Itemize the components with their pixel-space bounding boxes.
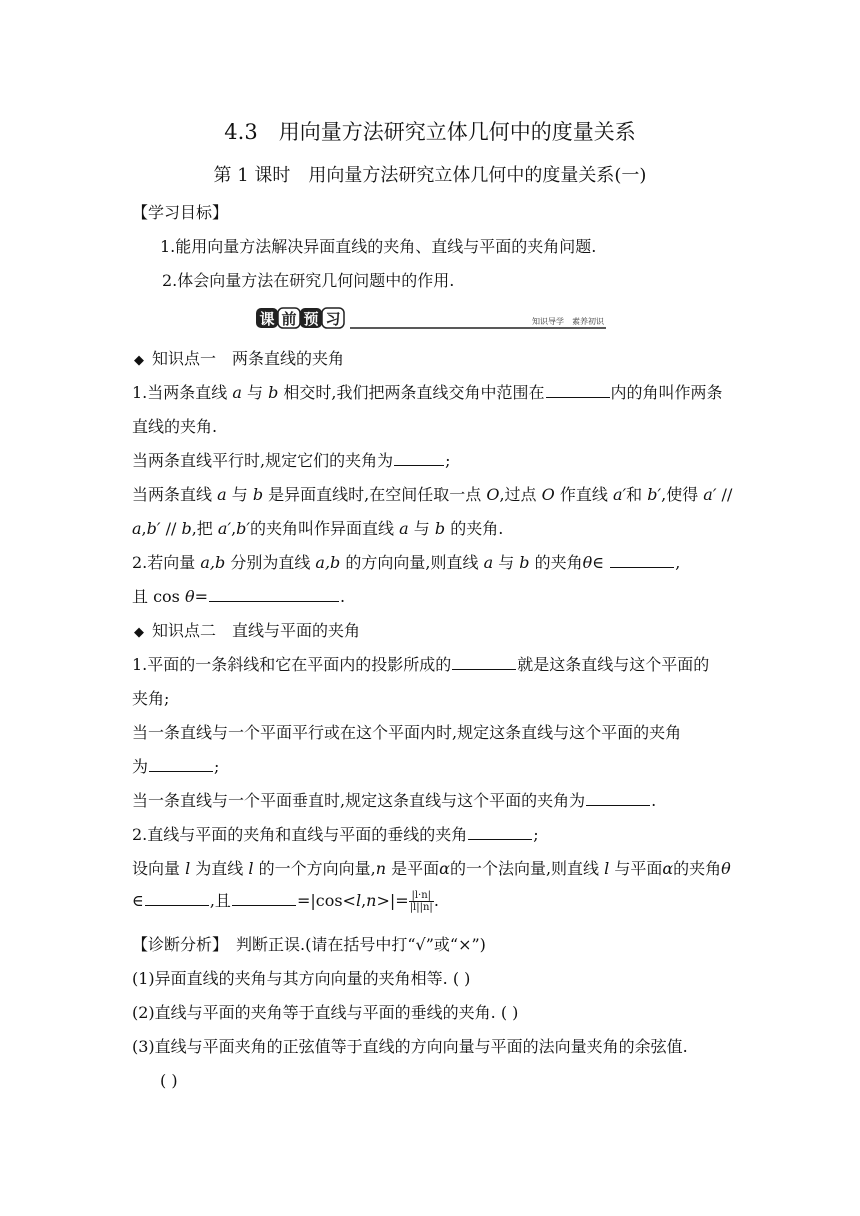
formula-fraction: $\frac{|l\cdot n|}{|l||n|}$ [409, 890, 433, 913]
answer-blank[interactable] [149, 756, 213, 772]
diagnosis-heading: 【诊断分析】 [132, 935, 221, 954]
page-title: 4.3 用向量方法研究立体几何中的度量关系 [224, 120, 636, 144]
answer-blank[interactable] [209, 586, 339, 602]
diagnosis-question-3-answer[interactable]: ( ) [160, 1071, 178, 1090]
knowledge-point-2-heading: ◆ 知识点二 直线与平面的夹角 [134, 621, 361, 640]
k1-line-4: 当两条直线 a 与 b 是异面直线时,在空间任取一点 O,过点 O 作直线 a′和 b′,使得 a′ // [132, 485, 733, 504]
objective-item: 2.体会向量方法在研究几何问题中的作用. [162, 271, 455, 290]
banner-char: 预 [303, 310, 319, 328]
k1-line-3: 当两条直线平行时,规定它们的夹角为 ; [132, 451, 451, 470]
banner-char: 课 [259, 310, 275, 328]
k2-line-6: 2.直线与平面的夹角和直线与平面的垂线的夹角 ; [132, 825, 539, 844]
objectives-heading: 【学习目标】 [132, 203, 229, 222]
k1-line-2: 直线的夹角. [132, 417, 218, 436]
k2-line-2: 夹角; [132, 689, 170, 708]
k2-line-5: 当一条直线与一个平面垂直时,规定这条直线与这个平面的夹角为 . [132, 791, 657, 810]
k2-line-3: 当一条直线与一个平面平行或在这个平面内时,规定这条直线与这个平面的夹角 [132, 723, 682, 742]
k1-line-7: 且 cos θ= . [132, 587, 346, 606]
banner-caption: 知识导学 素养初识 [532, 317, 604, 326]
k2-line-8: ∈ ,且 =|cos<l,n>|= $\frac{|l\cdot n|}{|l||n|}$ . [132, 890, 439, 913]
diamond-icon: ◆ [134, 625, 144, 640]
answer-blank[interactable] [468, 824, 532, 840]
objective-item: 1.能用向量方法解决异面直线的夹角、直线与平面的夹角问题. [160, 237, 597, 256]
diagnosis-question-3: (3)直线与平面夹角的正弦值等于直线的方向向量与平面的法向量夹角的余弦值. [132, 1037, 688, 1056]
k1-line-1: 1.当两条直线 a 与 b 相交时,我们把两条直线交角中范围在 内的角叫作两条 [132, 383, 723, 402]
diagnosis-question-1[interactable]: (1)异面直线的夹角与其方向向量的夹角相等. ( ) [132, 969, 471, 988]
answer-blank[interactable] [394, 450, 444, 466]
section-banner [254, 304, 606, 334]
diagnosis-intro: 【诊断分析】 判断正误.(请在括号中打“√”或“×”) [132, 935, 486, 954]
k2-line-7: 设向量 l 为直线 l 的一个方向向量,n 是平面α的一个法向量,则直线 l 与平面α的夹角θ [132, 859, 731, 878]
k2-line-4: 为 ; [132, 757, 220, 776]
answer-blank[interactable] [546, 382, 610, 398]
knowledge-point-1-heading: ◆ 知识点一 两条直线的夹角 [134, 349, 345, 368]
k1-line-5: a,b′ // b,把 a′,b′的夹角叫作异面直线 a 与 b 的夹角. [132, 519, 504, 538]
answer-blank[interactable] [145, 890, 209, 906]
banner-char: 习 [325, 310, 341, 328]
answer-blank[interactable] [452, 654, 516, 670]
answer-blank[interactable] [232, 890, 296, 906]
answer-blank[interactable] [610, 552, 674, 568]
diamond-icon: ◆ [134, 353, 144, 368]
diagnosis-question-2[interactable]: (2)直线与平面的夹角等于直线与平面的垂线的夹角. ( ) [132, 1003, 519, 1022]
k2-line-1: 1.平面的一条斜线和它在平面内的投影所成的 就是这条直线与这个平面的 [132, 655, 710, 674]
answer-blank[interactable] [586, 790, 650, 806]
k1-line-6: 2.若向量 a,b 分别为直线 a,b 的方向向量,则直线 a 与 b 的夹角θ∈ , [132, 553, 681, 572]
lesson-subtitle: 第 1 课时 用向量方法研究立体几何中的度量关系(一) [213, 165, 647, 186]
banner-char: 前 [281, 310, 297, 328]
